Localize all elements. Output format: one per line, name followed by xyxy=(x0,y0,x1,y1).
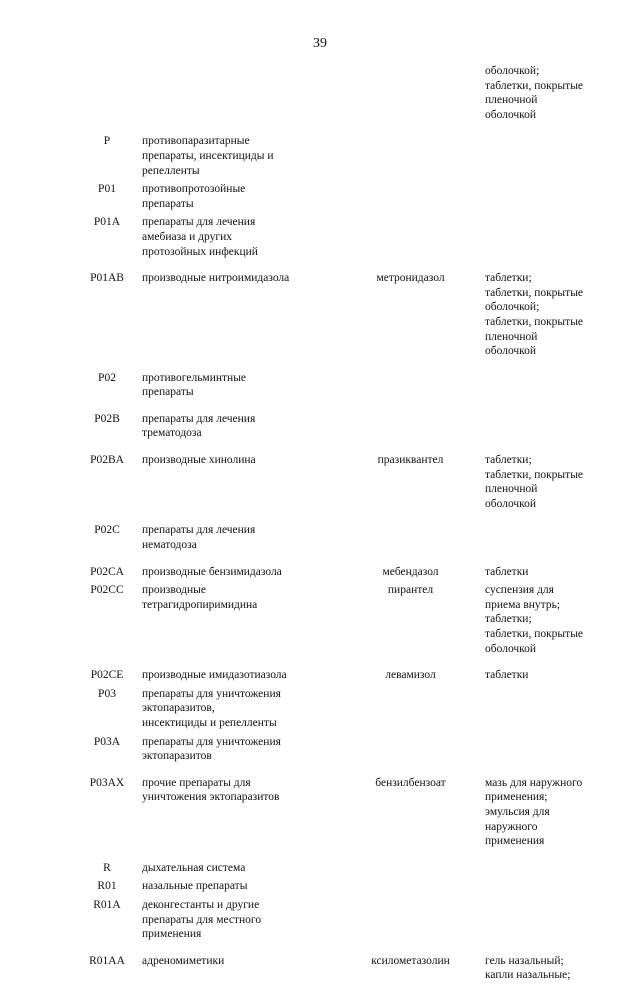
table-row xyxy=(72,687,602,735)
anatomical-therapeutic-group-line: препараты для лечения xyxy=(142,216,256,229)
anatomical-therapeutic-group-line: протозойных инфекций xyxy=(142,245,258,258)
dosage-form-line: таблетки, покрытые xyxy=(485,79,584,92)
drug-name xyxy=(342,879,479,898)
anatomical-therapeutic-group-line: репелленты xyxy=(142,164,200,177)
anatomical-therapeutic-group xyxy=(142,583,342,668)
anatomical-therapeutic-group-line: нематодоза xyxy=(142,539,197,552)
anatomical-therapeutic-group-line: препараты для уничтожения xyxy=(142,735,281,748)
drug-name xyxy=(342,687,479,735)
dosage-form xyxy=(479,182,602,215)
page-number: 39 xyxy=(313,36,327,51)
atc-code: R xyxy=(103,861,111,874)
atc-code: P01AB xyxy=(90,272,124,285)
dosage-form xyxy=(479,565,602,584)
dosage-form-line: оболочкой xyxy=(485,497,537,510)
dosage-form-line: таблетки, покрытые xyxy=(485,468,584,481)
dosage-form-line: оболочкой xyxy=(485,345,537,358)
drug-name xyxy=(342,523,479,564)
atc-code: P01A xyxy=(93,216,121,229)
anatomical-therapeutic-group-line: препараты, инсектициды и xyxy=(142,149,274,162)
anatomical-therapeutic-group xyxy=(142,776,342,861)
table-row xyxy=(72,271,602,371)
anatomical-therapeutic-group-line: производные хинолина xyxy=(142,454,256,467)
drug-name xyxy=(342,898,479,954)
anatomical-therapeutic-group xyxy=(142,735,342,776)
drug-name xyxy=(342,861,479,880)
dosage-form xyxy=(479,668,602,687)
anatomical-therapeutic-group-line: противопаразитарные xyxy=(142,135,250,148)
table-row xyxy=(72,134,602,182)
dosage-form xyxy=(479,954,602,995)
dosage-form xyxy=(479,898,602,954)
dosage-form-line: таблетки; xyxy=(485,454,532,467)
anatomical-therapeutic-group xyxy=(142,668,342,687)
anatomical-therapeutic-group-line: инсектициды и репелленты xyxy=(142,716,277,729)
drug-name: празиквантел xyxy=(377,454,444,467)
table-row xyxy=(72,64,602,134)
anatomical-therapeutic-group-line: амебиаза и других xyxy=(142,230,232,243)
dosage-form-line: пленочной xyxy=(485,330,538,343)
table-row xyxy=(72,668,602,687)
anatomical-therapeutic-group-line: назальные препараты xyxy=(142,880,248,893)
dosage-form-line: капли назальные; xyxy=(485,969,571,982)
dosage-form-line: мазь для наружного xyxy=(485,776,583,789)
anatomical-therapeutic-group xyxy=(142,898,342,954)
atc-code: P xyxy=(103,135,111,148)
anatomical-therapeutic-group-line: производные xyxy=(142,584,206,597)
dosage-form-line: таблетки, покрытые xyxy=(485,628,584,640)
dosage-form-line: оболочкой xyxy=(485,108,537,121)
atc-code xyxy=(72,64,142,134)
table-row xyxy=(72,182,602,215)
dosage-form-line: оболочкой; xyxy=(485,301,540,314)
dosage-form xyxy=(479,453,602,523)
table-row xyxy=(72,412,602,453)
anatomical-therapeutic-group-line: препараты xyxy=(142,386,194,399)
anatomical-therapeutic-group xyxy=(142,565,342,584)
drug-name xyxy=(342,64,479,134)
dosage-form-line: таблетки xyxy=(485,565,529,578)
dosage-form-line: таблетки; xyxy=(485,272,532,285)
drug-name: ксилометазолин xyxy=(371,954,450,967)
anatomical-therapeutic-group xyxy=(142,687,342,735)
dosage-form-line: применения; xyxy=(485,791,548,804)
table-row xyxy=(72,583,602,668)
atc-code: P02B xyxy=(94,412,120,425)
dosage-form-line: применения xyxy=(485,835,545,848)
anatomical-therapeutic-group-line: производные бензимидазола xyxy=(142,565,282,578)
anatomical-therapeutic-group xyxy=(142,412,342,453)
dosage-form xyxy=(479,371,602,412)
dosage-form-line: оболочкой xyxy=(485,642,537,655)
drug-name xyxy=(342,182,479,215)
atc-code: P02BA xyxy=(90,454,124,467)
dosage-form xyxy=(479,523,602,564)
anatomical-therapeutic-group-line: препараты для уничтожения xyxy=(142,687,281,700)
anatomical-therapeutic-group-line: препараты для лечения xyxy=(142,524,256,537)
anatomical-therapeutic-group-line: противогельминтные xyxy=(142,371,247,384)
dosage-form-line: суспензия для xyxy=(485,584,554,597)
dosage-form-line: таблетки, покрытые xyxy=(485,286,584,299)
anatomical-therapeutic-group xyxy=(142,64,342,134)
drug-name xyxy=(342,735,479,776)
atc-code: P03A xyxy=(93,735,121,748)
anatomical-therapeutic-group-line: препараты для лечения xyxy=(142,412,256,425)
drug-name: левамизол xyxy=(385,669,436,682)
atc-code: P01 xyxy=(98,183,116,196)
drug-classification-table xyxy=(72,64,602,995)
dosage-form xyxy=(479,776,602,861)
table-row xyxy=(72,898,602,954)
anatomical-therapeutic-group-line: эктопаразитов, xyxy=(142,702,215,715)
dosage-form-line: таблетки; xyxy=(485,613,532,626)
dosage-form xyxy=(479,861,602,880)
atc-code: R01 xyxy=(97,880,117,893)
anatomical-therapeutic-group xyxy=(142,371,342,412)
dosage-form xyxy=(479,412,602,453)
table-body xyxy=(72,64,602,995)
atc-code: P03AX xyxy=(89,776,125,789)
atc-code: P02CA xyxy=(90,565,124,578)
dosage-form-line: оболочкой; xyxy=(485,65,540,77)
dosage-form xyxy=(479,735,602,776)
dosage-form xyxy=(479,64,602,134)
anatomical-therapeutic-group-line: адреномиметики xyxy=(142,954,225,967)
anatomical-therapeutic-group xyxy=(142,523,342,564)
table-row xyxy=(72,954,602,995)
anatomical-therapeutic-group-line: применения xyxy=(142,928,202,941)
dosage-form-line: наружного xyxy=(485,820,538,833)
atc-code: P02C xyxy=(94,524,120,537)
atc-code: R01A xyxy=(93,898,121,911)
anatomical-therapeutic-group xyxy=(142,453,342,523)
anatomical-therapeutic-group xyxy=(142,861,342,880)
dosage-form-line: эмульсия для xyxy=(485,805,550,818)
dosage-form-line: пленочной xyxy=(485,94,538,107)
table-row xyxy=(72,565,602,584)
anatomical-therapeutic-group-line: трематодоза xyxy=(142,427,202,440)
dosage-form-line: таблетки, покрытые xyxy=(485,315,584,328)
atc-code: P03 xyxy=(98,687,116,700)
atc-code: P02CC xyxy=(90,584,124,597)
atc-code: P02 xyxy=(98,371,116,384)
drug-name xyxy=(342,371,479,412)
anatomical-therapeutic-group xyxy=(142,134,342,182)
dosage-form xyxy=(479,271,602,371)
table-row xyxy=(72,735,602,776)
anatomical-therapeutic-group xyxy=(142,182,342,215)
dosage-form xyxy=(479,583,602,668)
table-row xyxy=(72,776,602,861)
dosage-form-line: пленочной xyxy=(485,483,538,496)
drug-name xyxy=(342,134,479,182)
drug-name xyxy=(342,215,479,271)
dosage-form-line: таблетки xyxy=(485,669,529,682)
anatomical-therapeutic-group-line: уничтожения эктопаразитов xyxy=(142,791,280,804)
anatomical-therapeutic-group xyxy=(142,271,342,371)
anatomical-therapeutic-group-line: производные нитроимидазола xyxy=(142,272,290,285)
atc-code: P02CE xyxy=(90,669,124,682)
anatomical-therapeutic-group-line: деконгестанты и другие xyxy=(142,898,260,911)
dosage-form xyxy=(479,215,602,271)
drug-name: метронидазол xyxy=(376,272,445,285)
table-row xyxy=(72,453,602,523)
table-row xyxy=(72,861,602,880)
dosage-form xyxy=(479,687,602,735)
drug-name: пирантел xyxy=(387,584,434,597)
table-row xyxy=(72,879,602,898)
anatomical-therapeutic-group-line: дыхательная система xyxy=(142,861,246,874)
dosage-form xyxy=(479,134,602,182)
dosage-form-line: гель назальный; xyxy=(485,954,564,967)
drug-name: мебендазол xyxy=(382,565,439,578)
table-row xyxy=(72,371,602,412)
atc-code: R01AA xyxy=(89,954,125,967)
anatomical-therapeutic-group-line: препараты для местного xyxy=(142,913,262,926)
table-row xyxy=(72,215,602,271)
anatomical-therapeutic-group-line: противопротозойные xyxy=(142,183,246,196)
drug-name: бензилбензоат xyxy=(375,776,446,789)
anatomical-therapeutic-group xyxy=(142,879,342,898)
dosage-form xyxy=(479,879,602,898)
anatomical-therapeutic-group xyxy=(142,954,342,995)
anatomical-therapeutic-group-line: производные имидазотиазола xyxy=(142,669,287,682)
anatomical-therapeutic-group-line: тетрагидропиримидина xyxy=(142,598,258,611)
anatomical-therapeutic-group-line: прочие препараты для xyxy=(142,776,251,789)
anatomical-therapeutic-group xyxy=(142,215,342,271)
dosage-form-line: приема внутрь; xyxy=(485,598,561,611)
drug-name xyxy=(342,412,479,453)
anatomical-therapeutic-group-line: эктопаразитов xyxy=(142,750,212,763)
table-row xyxy=(72,523,602,564)
anatomical-therapeutic-group-line: препараты xyxy=(142,197,194,210)
